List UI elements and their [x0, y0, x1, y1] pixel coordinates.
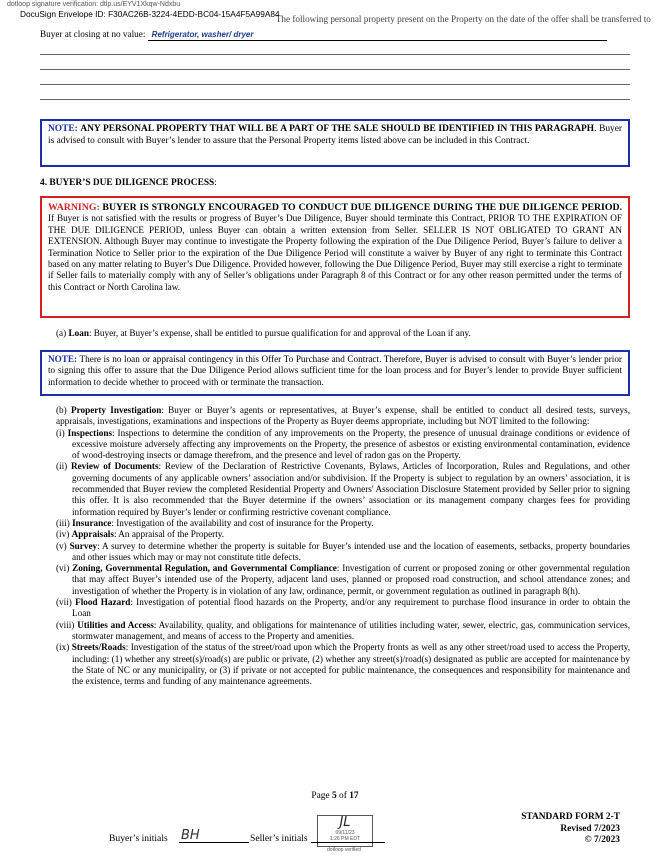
- note-personal-property: NOTE: ANY PERSONAL PROPERTY THAT WILL BE A PART OF THE SALE SHOULD BE IDENTIFIED IN THIS PARAGRAPH. Buyer is advised to consult with Buyer’s lender to assure that the Personal Property items listed above can be included in this Contract.: [40, 119, 630, 167]
- investigation-item: (i) Inspections: Inspections to determine the condition of any improvements on the Property, the presence of unusual drainage conditions or evidence of excessive moisture adversely affecting any improvements on the Property, the presence of asbestos or existing environmental contamination, evidence of wood-destroying insects or damage therefrom, and the presence and level of radon gas on the Property.: [56, 427, 630, 461]
- blank-line[interactable]: [40, 84, 630, 85]
- seller-initials-label: Seller’s initials: [250, 833, 308, 844]
- investigation-item: (iv) Appraisals: An appraisal of the Property.: [56, 529, 225, 540]
- note-no-loan-contingency: NOTE: There is no loan or appraisal contingency in this Offer To Purchase and Contract. Therefore, Buyer is advised to consult with Buyer’s lender prior to signing this offer to assure that the Due Diligence Period allows sufficient time for the loan process and for Buyer’s lender to provide Buyer sufficient information to decide whether to proceed with or terminate the transaction.: [40, 350, 630, 396]
- envelope-id: DocuSign Envelope ID: F30AC26B-3224-4EDD-BC04-15A4F5A99A84: [20, 9, 280, 19]
- investigation-item: (v) Survey: A survey to determine whether the property is suitable for Buyer’s intended use and the location of easements, setbacks, property boundaries and other issues which may or may not constitute title defects.: [56, 540, 631, 562]
- investigation-item: (vii) Flood Hazard: Investigation of potential flood hazards on the Property, and/or any requirement to purchase flood insurance in order to obtain the Loan: [56, 597, 631, 619]
- seller-initials-stamp[interactable]: JL 09/11/23 1:26 PM EDT: [317, 815, 373, 847]
- personal-property-field[interactable]: Refrigerator, washer/ dryer: [148, 29, 607, 41]
- due-diligence-warning: WARNING: BUYER IS STRONGLY ENCOURAGED TO CONDUCT DUE DILIGENCE DURING THE DUE DILIGENCE PERIOD. If Buyer is not satisfied with the results or progress of Buyer’s Due Diligence, Buyer should terminate this Contract, PRIOR TO THE EXPIRATION OF THE DUE DILIGENCE PERIOD, unless Buyer can obtain a written extension from Seller. SELLER IS NOT OBLIGATED TO GRANT AN EXTENSION. Although Buyer may continue to investigate the Property following the expiration of the Due Diligence Period, Buyer’s failure to deliver a Termination Notice to Seller prior to the expiration of the Due Diligence Period will constitute a waiver by Buyer of any right to terminate this Contract based on any matter relating to Buyer’s Due Diligence. Provided however, following the Due Diligence Period, Buyer may still exercise a right to terminate if Seller fails to materially comply with any of Seller’s obligations under Paragraph 8 of this Contract or for any other reason permitted under the terms of this Contract or North Carolina law.: [40, 196, 630, 318]
- form-info: STANDARD FORM 2-T Revised 7/2023 © 7/2023: [521, 812, 620, 846]
- buyer-at-closing-line: Buyer at closing at no value: Refrigerator, washer/ dryer: [40, 29, 630, 41]
- dotloop-verified-label: dotloop verified: [327, 847, 361, 853]
- investigation-item: (viii) Utilities and Access: Availability, quality, and obligations for maintenance of utilities including water, sewer, electric, gas, communication services, stormwater management, and means of access to the Property and amenities.: [56, 619, 631, 641]
- page-number: Page 5 of 17: [311, 791, 359, 801]
- dotloop-verification[interactable]: dotloop signature verification: dtlp.us/EYV1Xkqw-Ndxbu: [7, 1, 181, 8]
- seller-initials-line: [311, 842, 385, 843]
- blank-line[interactable]: [40, 99, 630, 100]
- investigation-item: (vi) Zoning, Governmental Regulation, and Governmental Compliance: Investigation of current or proposed zoning or other governmental regulation that may affect Buyer’s intended use of the Property, adjacent land uses, planned or proposed road construction, and school attendance zones; and investigation of whether the Property is in violation of any law, ordinance, permit, or government regulation as outlined in paragraph 8(h).: [56, 563, 631, 596]
- blank-line[interactable]: [40, 54, 630, 55]
- property-investigation: [56, 405, 630, 687]
- investigation-intro: (b) Property Investigation: Buyer or Buyer’s agents or representatives, at Buyer’s expense, shall be entitled to conduct all desired tests, surveys, appraisals, investigations, examinations and inspections of the Property as Buyer deems appropriate, including but NOT limited to the following:: [56, 405, 630, 427]
- investigation-item: (iii) Insurance: Investigation of the availability and cost of insurance for the Property.: [56, 517, 374, 528]
- section-4-title: 4. BUYER’S DUE DILIGENCE PROCESS:: [40, 178, 217, 188]
- loan-paragraph: (a) Loan: Buyer, at Buyer’s expense, shall be entitled to pursue qualification for and approval of the Loan if any.: [56, 328, 471, 338]
- buyer-initials-label: Buyer’s initials: [109, 833, 168, 844]
- investigation-item: (ix) Streets/Roads: Investigation of the status of the street/road upon which the Property fronts as well as any other street/road used to access the Property, including: (1) whether any street(s)/road(s) are public or private, (2) whether any street(s)/road(s) designated as public are accepted for maintenance by the State of NC or any municipality, or (3) if private or not accepted for public maintenance, the consequences and responsibility for maintenance and the existence, terms and funding of any maintenance agreements.: [56, 642, 630, 687]
- blank-line[interactable]: [40, 69, 630, 70]
- investigation-item: (ii) Review of Documents: Review of the Declaration of Restrictive Covenants, Bylaws, Articles of Incorporation, Rules and Regulations, and other governing documents of any applicable owners’ association and/or subdivision. If the Property is subject to regulation by an owners’ association, it is recommended that Buyer review the completed Residential Property and Owners' Association Disclosure Statement provided by Seller prior to signing this offer. It is also recommended that the Buyer determine if the owners’ association or its management company charges fees for providing information required by Buyer’s lender or confirming restrictive covenant compliance.: [56, 461, 630, 517]
- section-3-line: The following personal property present on the Property on the date of the offer shall be transferred to: [275, 14, 651, 24]
- buyer-initials-field[interactable]: BH: [179, 826, 249, 843]
